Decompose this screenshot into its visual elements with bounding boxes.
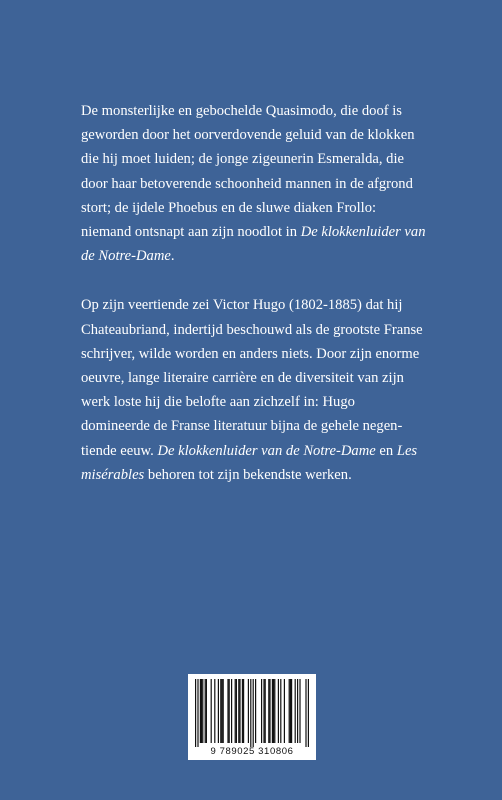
barcode-bar [231, 679, 232, 743]
isbn-barcode [188, 674, 316, 760]
barcode-bar [211, 679, 212, 743]
barcode-bar [197, 679, 198, 747]
barcode-bar [227, 679, 228, 743]
blurb-paragraph-1-end: . [170, 248, 175, 265]
barcode-bar [214, 679, 215, 743]
barcode-bar [269, 679, 270, 743]
barcode-bar [272, 679, 273, 743]
blurb-paragraph-2-text: Op zijn veertiende zei Victor Hugo (1802-1885) dat hij Chateaubriand, indertijd beschouwd als de grootste Franse schrijver, wilde worden en anders niets. Door zijn enorme oeuvre, lange literaire carrière en de diversiteit van zijn werk loste hij die belofte aan zichzelf in: Hugo domineerde de Franse literatuur bijna de gehele negen-tiende eeuw. [81, 297, 423, 459]
barcode-bar [308, 679, 309, 747]
barcode-bar [265, 679, 266, 743]
barcode-bar [299, 679, 300, 743]
barcode-bar [248, 679, 249, 743]
barcode-bar [201, 679, 202, 743]
barcode-bar [220, 679, 221, 743]
blurb-paragraph-2-end: behoren tot zijn bekendste werken. [144, 466, 352, 483]
barcode-bar [218, 679, 219, 743]
blurb-paragraph-1 [81, 99, 426, 268]
barcode-bar [239, 679, 240, 743]
barcode-bar [202, 679, 203, 743]
barcode-bar [255, 679, 256, 743]
barcode-bar [284, 679, 285, 743]
barcode-bar [195, 679, 196, 747]
barcode-bar [274, 679, 275, 743]
barcode-bar [278, 679, 279, 743]
book-title: De klokkenluider van de Notre-Dame [81, 224, 426, 265]
barcode-bar [206, 679, 207, 743]
barcode-bar [280, 679, 281, 743]
barcode-bar [263, 679, 264, 743]
isbn-number: 9 789025 310806 [210, 746, 294, 757]
barcode-bar [295, 679, 296, 743]
barcode-bar [223, 679, 224, 743]
barcode-bar [305, 679, 306, 747]
blurb-text [81, 99, 426, 487]
book-title: De klokkenluider van de Notre-Dame [157, 442, 376, 459]
barcode-bar [235, 679, 236, 743]
blurb-paragraph-1-text: De monsterlijke en gebochelde Quasimodo, die doof is geworden door het oorverdovende geluid van de klokken die hij moet luiden; de jonge zigeunerin Esmeralda, die door haar betoverende schoonheid mannen in de afgrond stort; de ijdele Phoebus en de sluwe diaken Frollo: niemand ontsnapt aan zijn noodlot in [81, 103, 415, 241]
barcode-bar [291, 679, 292, 743]
book-title-les-miserables: Les misérables [81, 442, 418, 483]
barcode-bar [236, 679, 237, 743]
conjunction: en [375, 442, 397, 459]
blurb-paragraph-2 [81, 293, 426, 487]
barcode-bar [297, 679, 298, 743]
barcode-bar [289, 679, 290, 743]
barcode-bar [273, 679, 274, 743]
barcode-bar [243, 679, 244, 743]
barcode-bar [229, 679, 230, 743]
barcode-bar [242, 679, 243, 743]
barcode-bar [290, 679, 291, 743]
barcode-bar [205, 679, 206, 743]
barcode-bar [261, 679, 262, 743]
barcode-bar [250, 679, 251, 747]
barcode-bar [253, 679, 254, 747]
barcode-bar [221, 679, 222, 743]
barcode-bar [268, 679, 269, 743]
barcode-bar [238, 679, 239, 743]
barcode-bar [200, 679, 201, 743]
